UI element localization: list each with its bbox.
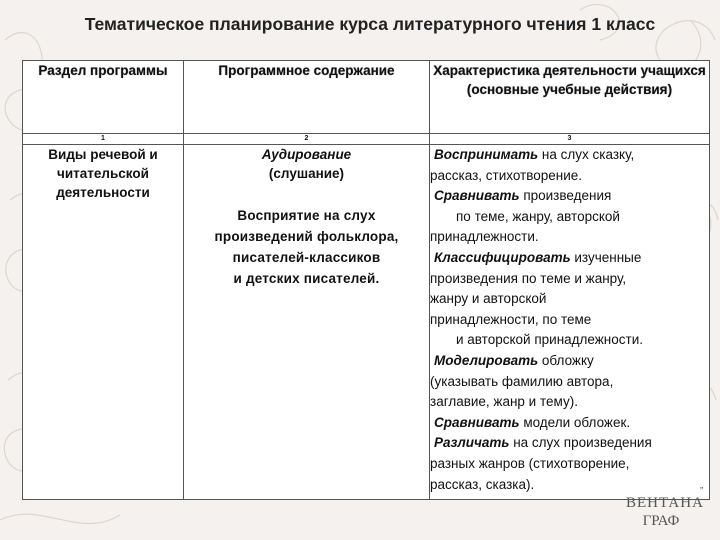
- column-number-row: [23, 134, 710, 145]
- table-row: [23, 145, 710, 500]
- activity-line: по теме, жанру, авторской: [456, 208, 620, 224]
- header-program: Программное содержание: [184, 61, 430, 134]
- activity-line: жанру и авторской: [430, 291, 547, 307]
- activity-line: Классифицировать изученные: [434, 249, 642, 265]
- column-number: 1: [23, 134, 184, 145]
- activity-line: Сравнивать модели обложек.: [434, 414, 631, 430]
- activity-line: принадлежности.: [430, 229, 539, 245]
- activity-line: произведения по теме и жанру,: [430, 270, 627, 286]
- activity-line: разных жанров (стихотворение,: [430, 455, 630, 471]
- activity-verb: Различать: [434, 435, 510, 451]
- activity-verb: Сравнивать: [434, 414, 520, 430]
- activity-verb: Сравнивать: [434, 188, 520, 204]
- activity-verb: Моделировать: [434, 352, 539, 368]
- planning-table: [22, 60, 710, 500]
- activity-verb: Воспринимать: [434, 147, 539, 162]
- program-line: писателей-классиков: [232, 250, 381, 265]
- section-cell: Виды речевой и читательской деятельности: [23, 145, 184, 500]
- activity-line: Различать на слух произведения: [434, 435, 652, 451]
- program-heading: Аудирование: [261, 147, 352, 162]
- activity-line: Моделировать обложку: [434, 352, 594, 368]
- activity-line: рассказ, сказка).: [430, 476, 535, 492]
- logo-line: ГРАФ: [642, 513, 680, 529]
- table-header-row: [23, 61, 710, 134]
- quote-mark: „: [700, 480, 704, 491]
- publisher-logo: [626, 494, 704, 530]
- activity-line: Сравнивать произведения: [434, 188, 612, 204]
- column-number: 3: [430, 134, 710, 145]
- program-line: Восприятие на слух: [237, 208, 376, 223]
- activity-line: Воспринимать на слух сказку,: [434, 147, 635, 162]
- program-subheading: (слушание): [268, 166, 345, 181]
- activities-cell: [430, 145, 710, 500]
- page-title: Тематическое планирование курса литературного чтения 1 класс: [84, 14, 656, 34]
- logo-line: ВЕНТАНА: [626, 495, 704, 511]
- program-cell: [184, 145, 430, 500]
- header-activity: Характеристика деятельности учащихся (основные учебные действия): [430, 61, 710, 134]
- activity-line: заглавие, жанр и тему).: [430, 394, 578, 410]
- program-line: произведений фольклора,: [214, 229, 399, 244]
- program-line: и детских писателей.: [233, 271, 380, 286]
- activity-verb: Классифицировать: [434, 249, 571, 265]
- activity-line: рассказ, стихотворение.: [430, 167, 583, 183]
- activity-line: принадлежности, по теме: [430, 311, 592, 327]
- activity-line: и авторской принадлежности.: [456, 332, 643, 348]
- column-number: 2: [184, 134, 430, 145]
- header-section: Раздел программы: [23, 61, 184, 134]
- activity-line: (указывать фамилию автора,: [430, 373, 614, 389]
